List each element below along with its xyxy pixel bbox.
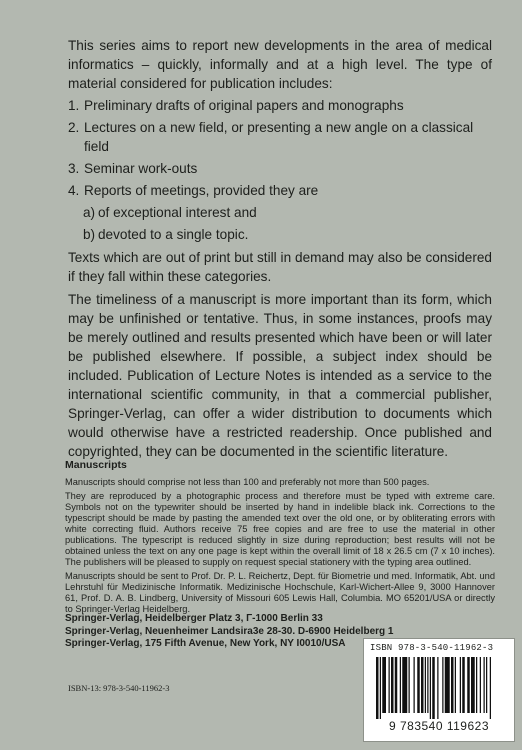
- list-text: Seminar work-outs: [84, 161, 198, 176]
- barcode-bar: [476, 657, 477, 713]
- barcode-bar: [414, 657, 415, 713]
- barcode-bar: [402, 657, 407, 713]
- barcode-bar: [409, 657, 410, 713]
- barcode-bar: [484, 657, 485, 713]
- sublist-text: of exceptional interest and: [98, 205, 257, 220]
- barcode-bar: [382, 657, 386, 713]
- list-text: Lectures on a new field, or presenting a new angle on a classical field: [84, 120, 474, 154]
- address-berlin: Springer-Verlag, Heidelberger Platz 3, Γ-1000 Berlin 33: [65, 613, 323, 624]
- barcode-bar: [427, 657, 428, 713]
- barcode-bar: [480, 657, 481, 713]
- barcode-bar: [391, 657, 394, 713]
- barcode-bar: [467, 657, 470, 713]
- barcode-bar: [462, 657, 465, 713]
- barcode-bar: [460, 657, 461, 713]
- barcode-bar: [376, 657, 379, 719]
- barcode-bar: [486, 657, 487, 713]
- address-heidelberg: Springer-Verlag, Neuenheimer Landsira3e 28-30. D-6900 Heidelberg 1: [65, 625, 394, 637]
- list-number: 4.: [68, 183, 80, 198]
- barcode-bar: [417, 657, 420, 713]
- list-item-2: [68, 118, 492, 156]
- intro-paragraph: This series aims to report new developments in the area of medical informatics – quickly, informally and at a high level. The type of material considered for publication includes:: [68, 38, 492, 91]
- barcode-bar: [445, 657, 450, 713]
- barcode-bar: [400, 657, 401, 713]
- timeliness-paragraph: The timeliness of a manuscript is more important than its form, which may be unfinished or tentative. Thus, in some instances, proofs may be merely outlined and results presented which have been or will later be published elsewhere. If possible, a subject index should be included. Publication of Lecture Notes is intended as a service to the international scientific community, in that a commercial publisher, Springer-Verlag, can offer a wider distribution to documents which would otherwise have a restricted readership. Once published and copyrighted, they can be documented in the scientific literature.: [68, 292, 492, 459]
- list-item-1: [68, 96, 492, 115]
- barcode-digits: 9 783540 119623: [388, 719, 490, 733]
- sublist-letter: a): [83, 205, 96, 220]
- barcode-bars: [376, 657, 502, 719]
- barcode-bar: [490, 657, 491, 719]
- barcode-bar: [442, 657, 443, 713]
- barcode-bar: [425, 657, 426, 713]
- manuscripts-length-paragraph: Manuscripts should comprise not less than 100 and preferably not more than 500 pages.: [65, 477, 430, 487]
- barcode-bar: [430, 657, 431, 719]
- barcode-bar: [432, 657, 435, 719]
- sublist-item-b: [68, 225, 492, 244]
- manuscripts-submission-paragraph: Manuscripts should be sent to Prof. Dr. P. L. Reichertz, Dept. für Biometrie und med. Informatik, Abt. und Lehrstuhl für Medizinische Informatik. Medizinische Hochschule, Karl-Wichert-Allee 9, 3000 Hannover 61, Prof. D. A. B. Lindberg, University of Missouri 605 Lewis Hall, Columbia. MO 65201/USA or directly to Springer-Verlag Heidelberg.: [65, 571, 495, 614]
- list-text: Reports of meetings, provided they are: [84, 183, 319, 198]
- barcode-bar: [455, 657, 456, 713]
- barcode-bar: [380, 657, 381, 719]
- barcode-bar: [395, 657, 398, 713]
- list-item-4: [68, 181, 492, 200]
- sublist-text: devoted to a single topic.: [98, 227, 249, 242]
- list-number: 3.: [68, 161, 80, 176]
- manuscripts-reproduction-paragraph: They are reproduced by a photographic process and therefore must be typed with extreme care. Symbols not on the typewriter should be inserted by hand in indelible black ink. Corrections to the typescript should be made by pasting the amended text over the old one, or by obliterating errors with white correcting fluid. Authors receive 75 free copies and are free to use the material in other publications. The typescript is reduced slightly in size during reproduction; best results will not be obtained unless the text on any one page is kept within the overall limit of 18 x 26.5 cm (7 x 10 inches). The publishers will be pleased to supply on request special stationery with the typing area outlined.: [65, 491, 495, 567]
- barcode-bar: [389, 657, 390, 713]
- sublist-letter: b): [83, 227, 96, 242]
- list-number: 1.: [68, 98, 80, 113]
- barcode-bar: [451, 657, 454, 713]
- barcode-label: [363, 638, 515, 742]
- manuscripts-section: [65, 460, 495, 618]
- manuscripts-heading: Manuscripts: [65, 459, 127, 471]
- barcode-isbn: ISBN 978-3-540-11962-3: [370, 643, 494, 653]
- list-number: 2.: [68, 120, 80, 135]
- address-new-york: Springer-Verlag, 175 Fifth Avenue, New York, NY I0010/USA: [65, 638, 346, 649]
- barcode-bar: [437, 657, 438, 719]
- sublist-item-a: [68, 203, 492, 222]
- list-item-3: [68, 159, 492, 178]
- barcode-bar: [471, 657, 475, 713]
- series-description: [68, 36, 492, 461]
- list-text: Preliminary drafts of original papers and monographs: [84, 98, 404, 113]
- out-of-print-paragraph: Texts which are out of print but still in demand may also be considered if they fall within these categories.: [68, 250, 492, 284]
- barcode-bar: [421, 657, 424, 713]
- isbn-13-text: ISBN-13: 978-3-540-11962-3: [68, 683, 170, 693]
